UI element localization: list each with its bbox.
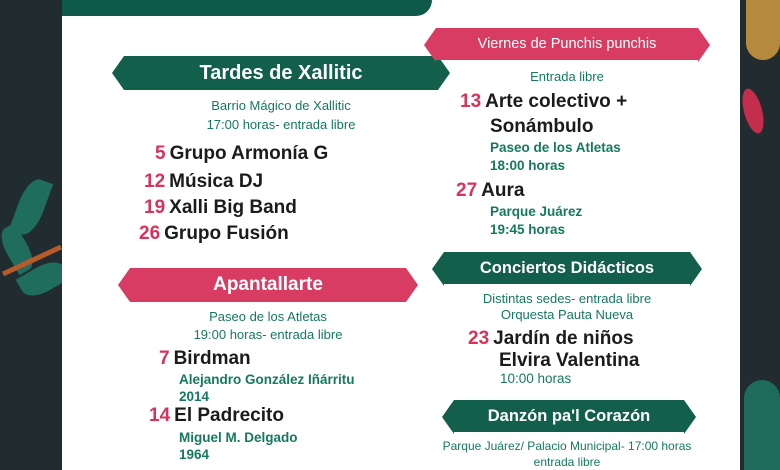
section-orchestra: Orquesta Pauta Nueva	[500, 307, 634, 322]
section-title-tardes	[124, 56, 438, 90]
section-venue: Distintas sedes- entrada libre	[482, 291, 652, 306]
cactus-decoration	[744, 380, 780, 470]
right-decor-strip	[740, 0, 780, 470]
section-entry: entrada libre	[533, 455, 601, 469]
event-time: 18:00 horas	[490, 158, 566, 173]
event-name: Aura	[481, 180, 525, 201]
event-item	[155, 143, 328, 165]
section-title-viernes	[436, 28, 698, 60]
event-item	[144, 171, 263, 193]
event-day: 27	[456, 180, 478, 201]
event-day: 19	[144, 197, 166, 218]
section-location: Barrio Mágico de Xallitic	[211, 98, 351, 113]
event-name: Jardín de niños	[493, 328, 634, 349]
section-title-danzon	[454, 400, 684, 432]
event-name-continued: Sonámbulo	[490, 116, 594, 137]
event-item	[460, 91, 627, 113]
event-item	[159, 348, 251, 370]
event-location: Paseo de los Atletas	[490, 140, 621, 155]
event-name: Arte colectivo +	[485, 91, 628, 112]
section-venue: Parque Juárez/ Palacio Municipal- 17:00 horas	[442, 439, 692, 453]
top-banner-strip	[62, 0, 432, 16]
left-decor-strip	[0, 0, 62, 470]
event-name: Grupo Fusión	[164, 223, 289, 244]
event-day: 14	[149, 405, 171, 426]
event-name: El Padrecito	[174, 405, 284, 426]
program-panel	[62, 0, 740, 470]
event-item	[456, 180, 524, 202]
section-time: 17:00 horas- entrada libre	[206, 117, 356, 132]
event-item	[468, 328, 634, 350]
section-title-text: Conciertos Didácticos	[479, 258, 655, 277]
event-name: Birdman	[173, 348, 251, 369]
event-name-continued: Elvira Valentina	[499, 350, 640, 371]
pink-petal-decoration	[738, 86, 767, 135]
section-title-apantallarte	[130, 268, 406, 302]
event-day: 7	[159, 348, 170, 369]
section-title-conciertos	[444, 252, 690, 284]
event-time: 10:00 horas	[500, 371, 572, 386]
event-year: 1964	[179, 447, 210, 462]
event-day: 5	[155, 143, 166, 164]
event-director: Alejandro González Iñárritu	[179, 372, 355, 387]
event-day: 13	[460, 91, 482, 112]
section-title-text: Apantallarte	[213, 274, 323, 295]
event-item	[149, 405, 284, 427]
event-name: Grupo Armonía G	[169, 143, 329, 164]
event-day: 12	[144, 171, 166, 192]
event-item	[139, 223, 289, 245]
section-title-text: Viernes de Punchis punchis	[477, 36, 657, 52]
gold-ring-decoration	[746, 0, 780, 60]
section-time: 19:00 horas- entrada libre	[193, 327, 343, 342]
event-director: Miguel M. Delgado	[179, 430, 298, 445]
event-name: Xalli Big Band	[169, 197, 297, 218]
event-year: 2014	[179, 389, 210, 404]
event-day: 26	[139, 223, 161, 244]
event-name: Música DJ	[169, 171, 264, 192]
event-location: Parque Juárez	[490, 204, 583, 219]
event-day: 23	[468, 328, 490, 349]
event-time: 19:45 horas	[490, 222, 566, 237]
section-title-text: Tardes de Xallitic	[199, 61, 363, 84]
section-location: Paseo de los Atletas	[209, 309, 327, 324]
event-item	[144, 197, 297, 219]
section-entry: Entrada libre	[530, 69, 604, 84]
section-title-text: Danzón pa'l Corazón	[487, 406, 651, 425]
